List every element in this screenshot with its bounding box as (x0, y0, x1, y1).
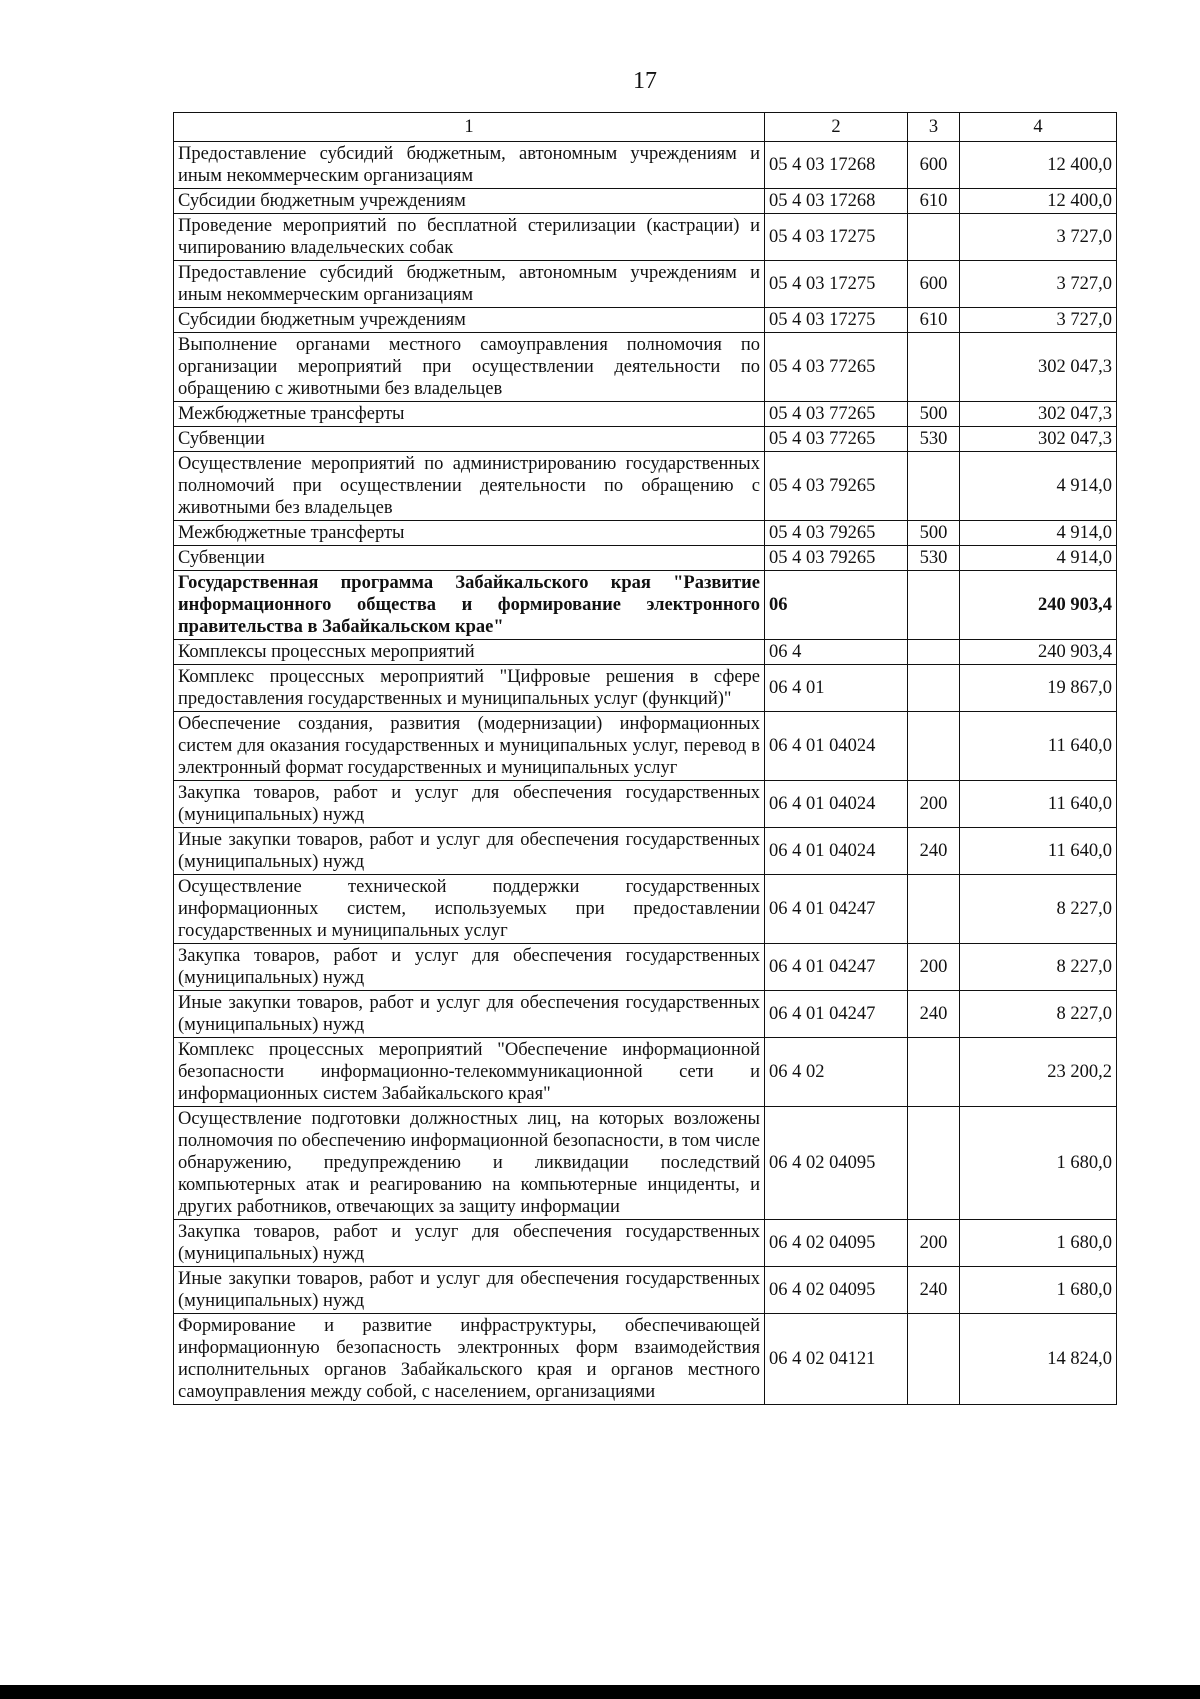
row-name-cell: Обеспечение создания, развития (модернизации) информационных систем для оказания государственных и муниципальных услуг, перевод в электронный формат государственных и муниципальных услуг (174, 712, 765, 781)
row-code-cell: 05 4 03 77265 (765, 427, 908, 452)
row-code-cell: 05 4 03 17268 (765, 189, 908, 214)
row-name-cell: Иные закупки товаров, работ и услуг для обеспечения государственных (муниципальных) нужд (174, 1267, 765, 1314)
table-row (174, 333, 1117, 402)
table-row (174, 1267, 1117, 1314)
row-code-cell: 06 4 02 (765, 1038, 908, 1107)
row-code-cell: 06 4 (765, 640, 908, 665)
row-amount-cell: 8 227,0 (960, 944, 1117, 991)
table-row (174, 712, 1117, 781)
row-type-cell: 610 (908, 308, 960, 333)
row-name-cell: Государственная программа Забайкальского края "Развитие информационного общества и формирование электронного правительства в Забайкальском крае" (174, 571, 765, 640)
row-amount-cell: 1 680,0 (960, 1267, 1117, 1314)
row-code-cell: 05 4 03 79265 (765, 546, 908, 571)
page-number: 17 (633, 68, 657, 94)
row-amount-cell: 11 640,0 (960, 781, 1117, 828)
header-col-2: 2 (765, 113, 908, 142)
row-type-cell (908, 712, 960, 781)
row-amount-cell: 12 400,0 (960, 142, 1117, 189)
table-row (174, 521, 1117, 546)
row-code-cell: 06 (765, 571, 908, 640)
row-type-cell (908, 333, 960, 402)
row-name-cell: Иные закупки товаров, работ и услуг для обеспечения государственных (муниципальных) нужд (174, 991, 765, 1038)
row-type-cell: 200 (908, 1220, 960, 1267)
row-type-cell (908, 452, 960, 521)
row-type-cell: 530 (908, 546, 960, 571)
table-row (174, 261, 1117, 308)
row-code-cell: 06 4 01 04024 (765, 828, 908, 875)
row-type-cell (908, 214, 960, 261)
table-row (174, 1220, 1117, 1267)
table-row (174, 546, 1117, 571)
row-amount-cell: 302 047,3 (960, 402, 1117, 427)
row-amount-cell: 4 914,0 (960, 546, 1117, 571)
row-amount-cell: 8 227,0 (960, 991, 1117, 1038)
table-row (174, 665, 1117, 712)
row-type-cell: 610 (908, 189, 960, 214)
row-code-cell: 05 4 03 17275 (765, 214, 908, 261)
row-type-cell (908, 665, 960, 712)
row-type-cell: 500 (908, 402, 960, 427)
row-name-cell: Субвенции (174, 546, 765, 571)
row-amount-cell: 302 047,3 (960, 333, 1117, 402)
row-amount-cell: 11 640,0 (960, 712, 1117, 781)
row-name-cell: Проведение мероприятий по бесплатной стерилизации (кастрации) и чипированию владельческих собак (174, 214, 765, 261)
row-type-cell (908, 1107, 960, 1220)
row-name-cell: Комплекс процессных мероприятий "Цифровые решения в сфере предоставления государственных и муниципальных услуг (функций)" (174, 665, 765, 712)
row-name-cell: Иные закупки товаров, работ и услуг для обеспечения государственных (муниципальных) нужд (174, 828, 765, 875)
header-col-3: 3 (908, 113, 960, 142)
row-code-cell: 06 4 02 04121 (765, 1314, 908, 1405)
table-header-row (174, 113, 1117, 142)
row-type-cell (908, 875, 960, 944)
row-amount-cell: 14 824,0 (960, 1314, 1117, 1405)
table-row (174, 1107, 1117, 1220)
row-type-cell: 200 (908, 781, 960, 828)
header-col-4: 4 (960, 113, 1117, 142)
row-code-cell: 06 4 02 04095 (765, 1220, 908, 1267)
row-amount-cell: 3 727,0 (960, 214, 1117, 261)
row-name-cell: Предоставление субсидий бюджетным, автономным учреждениям и иным некоммерческим организациям (174, 142, 765, 189)
row-code-cell: 06 4 02 04095 (765, 1267, 908, 1314)
table-row (174, 991, 1117, 1038)
row-name-cell: Субсидии бюджетным учреждениям (174, 308, 765, 333)
table-row (174, 189, 1117, 214)
table-row (174, 402, 1117, 427)
row-amount-cell: 1 680,0 (960, 1220, 1117, 1267)
table-body (174, 142, 1117, 1405)
table-row (174, 1038, 1117, 1107)
table-row (174, 781, 1117, 828)
row-amount-cell: 302 047,3 (960, 427, 1117, 452)
table-row (174, 214, 1117, 261)
row-name-cell: Субсидии бюджетным учреждениям (174, 189, 765, 214)
row-code-cell: 06 4 01 04247 (765, 944, 908, 991)
row-code-cell: 05 4 03 77265 (765, 402, 908, 427)
row-amount-cell: 4 914,0 (960, 452, 1117, 521)
row-type-cell: 240 (908, 991, 960, 1038)
row-name-cell: Предоставление субсидий бюджетным, автономным учреждениям и иным некоммерческим организациям (174, 261, 765, 308)
header-col-1: 1 (174, 113, 765, 142)
row-type-cell (908, 1314, 960, 1405)
table-row (174, 828, 1117, 875)
row-name-cell: Осуществление подготовки должностных лиц, на которых возложены полномочия по обеспечению информационной безопасности, в том числе обнаружению, предупреждению и ликвидации последствий компьютерных атак и реагированию на компьютерные инциденты, и других работников, отвечающих за защиту информации (174, 1107, 765, 1220)
row-name-cell: Закупка товаров, работ и услуг для обеспечения государственных (муниципальных) нужд (174, 944, 765, 991)
row-code-cell: 06 4 01 (765, 665, 908, 712)
row-code-cell: 05 4 03 77265 (765, 333, 908, 402)
row-name-cell: Межбюджетные трансферты (174, 521, 765, 546)
row-amount-cell: 240 903,4 (960, 571, 1117, 640)
row-type-cell (908, 1038, 960, 1107)
row-amount-cell: 1 680,0 (960, 1107, 1117, 1220)
scan-border (0, 1685, 1200, 1699)
row-code-cell: 05 4 03 17275 (765, 308, 908, 333)
table-row (174, 640, 1117, 665)
row-code-cell: 06 4 01 04247 (765, 991, 908, 1038)
table-row (174, 142, 1117, 189)
row-name-cell: Осуществление технической поддержки государственных информационных систем, используемых при предоставлении государственных и муниципальных услуг (174, 875, 765, 944)
budget-table (173, 112, 1117, 1405)
table-row (174, 427, 1117, 452)
row-name-cell: Осуществление мероприятий по администрированию государственных полномочий при осуществлении деятельности по обращению с животными без владельцев (174, 452, 765, 521)
row-type-cell: 600 (908, 142, 960, 189)
row-type-cell (908, 640, 960, 665)
table-row (174, 571, 1117, 640)
row-type-cell: 240 (908, 1267, 960, 1314)
row-code-cell: 05 4 03 79265 (765, 452, 908, 521)
row-type-cell: 600 (908, 261, 960, 308)
row-type-cell: 240 (908, 828, 960, 875)
row-code-cell: 05 4 03 79265 (765, 521, 908, 546)
row-amount-cell: 23 200,2 (960, 1038, 1117, 1107)
row-code-cell: 05 4 03 17275 (765, 261, 908, 308)
row-name-cell: Субвенции (174, 427, 765, 452)
row-name-cell: Формирование и развитие инфраструктуры, обеспечивающей информационную безопасность электронных форм взаимодействия исполнительных органов Забайкальского края и органов местного самоуправления между собой, с населением, организациями (174, 1314, 765, 1405)
row-amount-cell: 12 400,0 (960, 189, 1117, 214)
table-row (174, 944, 1117, 991)
row-amount-cell: 19 867,0 (960, 665, 1117, 712)
row-amount-cell: 11 640,0 (960, 828, 1117, 875)
row-name-cell: Межбюджетные трансферты (174, 402, 765, 427)
row-amount-cell: 240 903,4 (960, 640, 1117, 665)
row-amount-cell: 3 727,0 (960, 308, 1117, 333)
row-amount-cell: 3 727,0 (960, 261, 1117, 308)
row-name-cell: Комплексы процессных мероприятий (174, 640, 765, 665)
row-amount-cell: 4 914,0 (960, 521, 1117, 546)
row-name-cell: Закупка товаров, работ и услуг для обеспечения государственных (муниципальных) нужд (174, 781, 765, 828)
row-name-cell: Выполнение органами местного самоуправления полномочия по организации мероприятий при осуществлении деятельности по обращению с животными без владельцев (174, 333, 765, 402)
row-code-cell: 06 4 01 04024 (765, 712, 908, 781)
table-row (174, 308, 1117, 333)
row-type-cell (908, 571, 960, 640)
table-row (174, 1314, 1117, 1405)
row-code-cell: 06 4 02 04095 (765, 1107, 908, 1220)
table-row (174, 452, 1117, 521)
row-amount-cell: 8 227,0 (960, 875, 1117, 944)
row-type-cell: 530 (908, 427, 960, 452)
row-code-cell: 06 4 01 04024 (765, 781, 908, 828)
row-code-cell: 06 4 01 04247 (765, 875, 908, 944)
row-name-cell: Комплекс процессных мероприятий "Обеспечение информационной безопасности информационно-телекоммуникационной сети и информационных систем Забайкальского края" (174, 1038, 765, 1107)
row-code-cell: 05 4 03 17268 (765, 142, 908, 189)
row-type-cell: 200 (908, 944, 960, 991)
row-type-cell: 500 (908, 521, 960, 546)
row-name-cell: Закупка товаров, работ и услуг для обеспечения государственных (муниципальных) нужд (174, 1220, 765, 1267)
table-row (174, 875, 1117, 944)
